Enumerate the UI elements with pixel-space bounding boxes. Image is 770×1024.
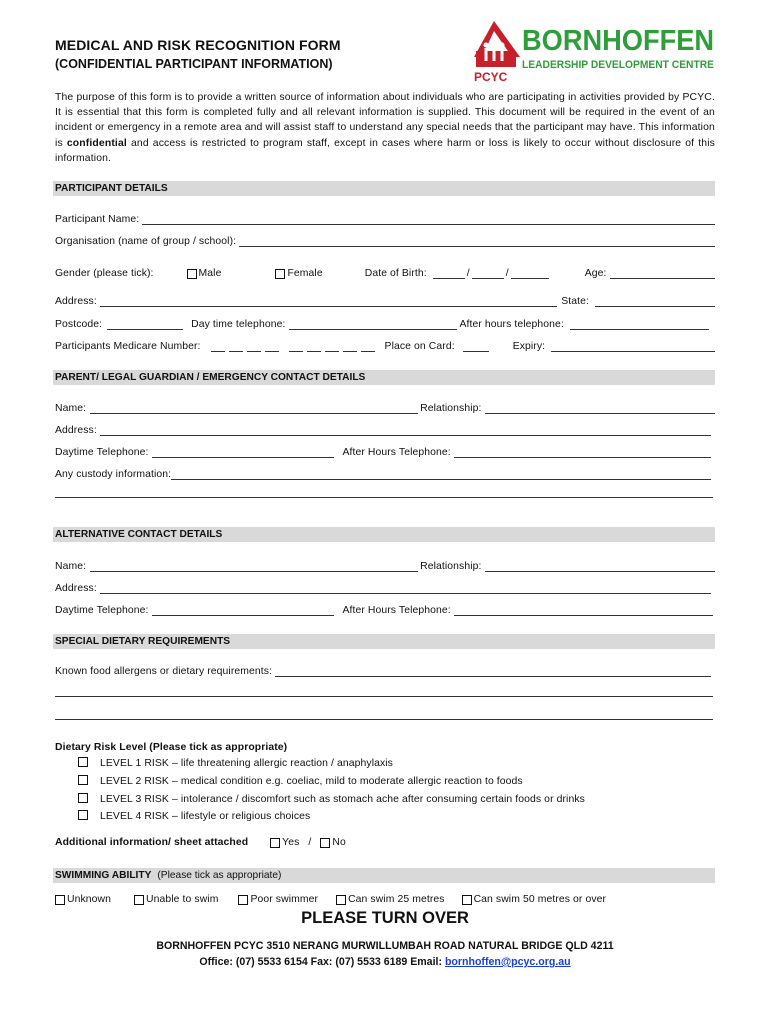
guardian-name-row bbox=[55, 400, 715, 414]
medicare-digit-field[interactable] bbox=[307, 341, 321, 352]
swim-unable-label: Unable to swim bbox=[146, 894, 219, 905]
alt-address-label: Address: bbox=[55, 583, 97, 594]
risk-level-4-label: LEVEL 4 RISK – lifestyle or religious choices bbox=[100, 811, 311, 822]
guardian-name-field[interactable] bbox=[90, 403, 418, 414]
bornhoffen-logo bbox=[472, 19, 718, 85]
alt-address-field[interactable] bbox=[100, 583, 711, 594]
alt-daytime-label: Daytime Telephone: bbox=[55, 605, 149, 616]
female-label: Female bbox=[287, 268, 323, 279]
guardian-after-field[interactable] bbox=[454, 447, 711, 458]
alt-name-row bbox=[55, 558, 715, 572]
footer-email-link[interactable]: bornhoffen@pcyc.org.au bbox=[444, 956, 571, 968]
guardian-daytime-field[interactable] bbox=[152, 447, 334, 458]
medicare-digit-field[interactable] bbox=[361, 341, 375, 352]
swim-unknown-checkbox[interactable] bbox=[55, 895, 65, 905]
custody-field[interactable] bbox=[171, 469, 711, 480]
additional-yes-label: Yes bbox=[282, 837, 300, 848]
organisation-label: Organisation (name of group / school): bbox=[55, 236, 237, 247]
guardian-address-label: Address: bbox=[55, 425, 97, 436]
custody-extra-line[interactable] bbox=[55, 497, 713, 498]
swim-unable-checkbox[interactable] bbox=[134, 895, 144, 905]
allergens-extra-line[interactable] bbox=[55, 719, 713, 720]
medicare-digit-field[interactable] bbox=[289, 341, 303, 352]
guardian-heading: PARENT/ LEGAL GUARDIAN / EMERGENCY CONTACT DETAILS bbox=[53, 370, 715, 385]
medicare-digit-field[interactable] bbox=[343, 341, 357, 352]
guardian-daytime-label: Daytime Telephone: bbox=[55, 447, 149, 458]
expiry-field[interactable] bbox=[551, 341, 715, 352]
intro-confidential: confidential bbox=[66, 137, 127, 149]
risk-level-heading: Dietary Risk Level (Please tick as appropriate) bbox=[55, 742, 288, 753]
expiry-label: Expiry: bbox=[512, 341, 546, 352]
guardian-address-row bbox=[55, 422, 715, 436]
participant-name-row bbox=[55, 211, 715, 225]
swim-25m-label: Can swim 25 metres bbox=[348, 894, 445, 905]
dob-label: Date of Birth: bbox=[364, 268, 427, 279]
alt-after-label: After Hours Telephone: bbox=[342, 605, 451, 616]
form-subtitle: (CONFIDENTIAL PARTICIPANT INFORMATION) bbox=[55, 57, 333, 71]
state-field[interactable] bbox=[595, 296, 715, 307]
risk-level-3-checkbox[interactable] bbox=[78, 793, 88, 803]
dob-separator: / bbox=[466, 268, 470, 279]
alt-daytime-field[interactable] bbox=[152, 605, 334, 616]
yes-no-separator: / bbox=[308, 837, 312, 848]
risk-level-3-label: LEVEL 3 RISK – intolerance / discomfort such as stomach ache after consuming certain foods or drinks bbox=[100, 794, 585, 805]
allergens-extra-line[interactable] bbox=[55, 696, 713, 697]
guardian-address-field[interactable] bbox=[100, 425, 711, 436]
footer-contact bbox=[0, 956, 770, 968]
please-turn-over: PLEASE TURN OVER bbox=[301, 909, 469, 927]
dietary-heading: SPECIAL DIETARY REQUIREMENTS bbox=[53, 634, 715, 649]
risk-level-1 bbox=[78, 757, 393, 771]
alt-name-label: Name: bbox=[55, 561, 87, 572]
additional-info-row bbox=[55, 834, 715, 848]
form-title: MEDICAL AND RISK RECOGNITION FORM bbox=[55, 37, 341, 53]
age-field[interactable] bbox=[610, 268, 715, 279]
guardian-relationship-label: Relationship: bbox=[420, 403, 482, 414]
guardian-phone-row bbox=[55, 444, 715, 458]
place-on-card-field[interactable] bbox=[463, 341, 489, 352]
risk-level-1-label: LEVEL 1 RISK – life threatening allergic reaction / anaphylaxis bbox=[100, 758, 393, 769]
custody-row bbox=[55, 466, 715, 480]
after-phone-label: After hours telephone: bbox=[459, 319, 564, 330]
dob-separator: / bbox=[505, 268, 509, 279]
risk-level-2-label: LEVEL 2 RISK – medical condition e.g. coeliac, mild to moderate allergic reaction to foods bbox=[100, 776, 523, 787]
alt-relationship-field[interactable] bbox=[485, 561, 715, 572]
female-checkbox[interactable] bbox=[275, 269, 285, 279]
postcode-label: Postcode: bbox=[55, 319, 103, 330]
swimming-heading bbox=[53, 868, 715, 883]
swim-50m-checkbox[interactable] bbox=[462, 895, 472, 905]
swim-25m-checkbox[interactable] bbox=[336, 895, 346, 905]
guardian-after-label: After Hours Telephone: bbox=[342, 447, 451, 458]
postcode-phone-row bbox=[55, 316, 715, 330]
risk-level-3 bbox=[78, 793, 585, 807]
swimming-options-row bbox=[55, 891, 715, 905]
participant-name-label: Participant Name: bbox=[55, 214, 140, 225]
alternative-heading: ALTERNATIVE CONTACT DETAILS bbox=[53, 527, 715, 542]
address-row bbox=[55, 293, 715, 307]
logo-red-block bbox=[476, 51, 516, 67]
medicare-digit-field[interactable] bbox=[211, 341, 225, 352]
risk-level-2-checkbox[interactable] bbox=[78, 775, 88, 785]
logo-org: PCYC bbox=[474, 70, 508, 84]
swimming-heading-text: SWIMMING ABILITY bbox=[55, 870, 152, 881]
medicare-digit-field[interactable] bbox=[247, 341, 261, 352]
alt-phone-row bbox=[55, 602, 715, 616]
risk-level-1-checkbox[interactable] bbox=[78, 757, 88, 767]
gender-dob-row bbox=[55, 265, 715, 279]
additional-no-label: No bbox=[332, 837, 346, 848]
guardian-relationship-field[interactable] bbox=[485, 403, 715, 414]
alt-name-field[interactable] bbox=[90, 561, 418, 572]
address-field[interactable] bbox=[100, 296, 557, 307]
postcode-field[interactable] bbox=[107, 319, 183, 330]
swim-50m-label: Can swim 50 metres or over bbox=[473, 894, 607, 905]
intro-text-1: The purpose of this form is to provide a written source of information about individuals who are participating in activities provided by PCYC. It is essential that this form is completed fully and all relevant information is supplied. This document will be required in the event of an incident or emergency in a remote area and will assist staff to understand any special needs that the participant may have. This information is bbox=[55, 92, 715, 149]
after-phone-field[interactable] bbox=[570, 319, 709, 330]
logo-name: BORNHOFFEN bbox=[522, 25, 714, 57]
medicare-label: Participants Medicare Number: bbox=[55, 341, 201, 352]
organisation-field[interactable] bbox=[239, 236, 715, 247]
medicare-digit-field[interactable] bbox=[265, 341, 279, 352]
alt-after-field[interactable] bbox=[454, 605, 713, 616]
alt-relationship-label: Relationship: bbox=[420, 561, 482, 572]
organisation-row bbox=[55, 233, 715, 247]
swim-poor-label: Poor swimmer bbox=[250, 894, 319, 905]
guardian-name-label: Name: bbox=[55, 403, 87, 414]
swim-unknown-label: Unknown bbox=[67, 894, 112, 905]
dob-day-field[interactable] bbox=[433, 268, 465, 279]
participant-name-field[interactable] bbox=[142, 214, 715, 225]
day-phone-field[interactable] bbox=[289, 319, 457, 330]
state-label: State: bbox=[561, 296, 589, 307]
age-label: Age: bbox=[584, 268, 607, 279]
dob-month-field[interactable] bbox=[472, 268, 504, 279]
footer-contact-text: Office: (07) 5533 6154 Fax: (07) 5533 6189 Email: bbox=[199, 956, 445, 968]
custody-label: Any custody information: bbox=[55, 469, 172, 480]
footer-address: BORNHOFFEN PCYC 3510 NERANG MURWILLUMBAH ROAD NATURAL BRIDGE QLD 4211 bbox=[156, 940, 614, 952]
risk-level-2 bbox=[78, 775, 523, 789]
additional-info-label: Additional information/ sheet attached bbox=[55, 837, 249, 848]
swim-poor-checkbox[interactable] bbox=[238, 895, 248, 905]
male-label: Male bbox=[198, 268, 222, 279]
gender-label: Gender (please tick): bbox=[55, 268, 154, 279]
risk-level-4 bbox=[78, 810, 310, 824]
dob-year-field[interactable] bbox=[511, 268, 549, 279]
medicare-digit-field[interactable] bbox=[229, 341, 243, 352]
medicare-digit-field[interactable] bbox=[325, 341, 339, 352]
address-label: Address: bbox=[55, 296, 97, 307]
place-on-card-label: Place on Card: bbox=[384, 341, 455, 352]
day-phone-label: Day time telephone: bbox=[191, 319, 286, 330]
swimming-note: (Please tick as appropriate) bbox=[157, 870, 282, 881]
allergens-row bbox=[55, 663, 715, 677]
medicare-row bbox=[55, 338, 715, 352]
additional-no-checkbox[interactable] bbox=[320, 838, 330, 848]
male-checkbox[interactable] bbox=[187, 269, 197, 279]
risk-level-4-checkbox[interactable] bbox=[78, 810, 88, 820]
logo-tagline: LEADERSHIP DEVELOPMENT CENTRE bbox=[522, 59, 714, 71]
alt-address-row bbox=[55, 580, 715, 594]
additional-yes-checkbox[interactable] bbox=[270, 838, 280, 848]
intro-text-2: and access is restricted to program staff, except in cases where harm or loss is likely to occur without disclosure of this information. bbox=[55, 137, 716, 164]
allergens-label: Known food allergens or dietary requirements: bbox=[55, 666, 273, 677]
participant-details-heading: PARTICIPANT DETAILS bbox=[53, 181, 715, 196]
intro-paragraph bbox=[55, 90, 715, 166]
allergens-field[interactable] bbox=[275, 666, 711, 677]
